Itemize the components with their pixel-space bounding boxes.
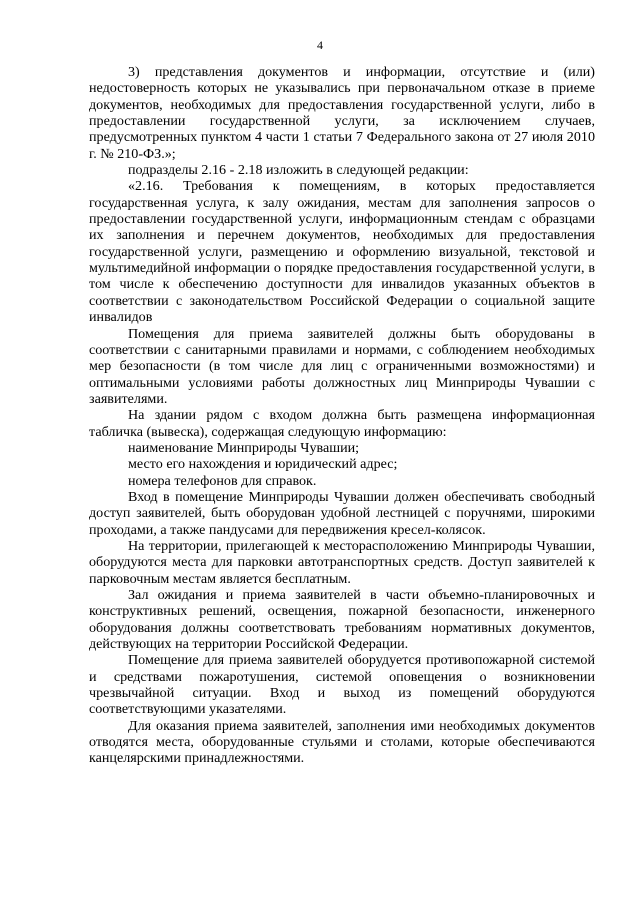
page-number: 4 bbox=[317, 38, 323, 52]
paragraph-reception-places: Для оказания приема заявителей, заполнения ими необходимых документов отводятся места, оборудованные стульями и столами, которые обеспечиваются канцелярскими принадлежностями. bbox=[89, 717, 595, 767]
paragraph-parking: На территории, прилегающей к месторасположению Минприроды Чувашии, оборудуются места для парковки автотранспортных средств. Доступ заявителей к парковочным местам является бесплатным. bbox=[89, 537, 595, 587]
paragraph-item-3: 3) представления документов и информации, отсутствие и (или) недостоверность которых не указывались при первоначальном отказе в приеме документов, необходимых для предоставления государственной услуги, либо в предоставлении государственной услуги, за исключением случаев, предусмотренных пунктом 4 части 1 статьи 7 Федерального закона от 27 июля 2010 г. № 210-ФЗ.»; bbox=[89, 64, 595, 162]
document-body bbox=[89, 64, 595, 767]
paragraph-signboard: На здании рядом с входом должна быть размещена информационная табличка (вывеска), содержащая следующую информацию: bbox=[89, 407, 595, 440]
paragraph-entrance: Вход в помещение Минприроды Чувашии должен обеспечивать свободный доступ заявителей, быть оборудован удобной лестницей с поручнями, широкими проходами, а также пандусами для передвижения кресел-колясок. bbox=[89, 488, 595, 538]
list-item-phones: номера телефонов для справок. bbox=[128, 472, 317, 489]
paragraph-premises-equipment: Помещения для приема заявителей должны быть оборудованы в соответствии с санитарными правилами и нормами, с соблюдением необходимых мер безопасности (в том числе для лиц с ограниченными возможностями) и оптимальными условиями работы должностных лиц Минприроды Чувашии с заявителями. bbox=[89, 325, 595, 407]
paragraph-waiting-hall: Зал ожидания и приема заявителей в части объемно-планировочных и конструктивных решений, освещения, пожарной безопасности, инженерного оборудования должны соответствовать требованиям нормативных документов, действующих на территории Российской Федерации. bbox=[89, 587, 595, 653]
paragraph-fire-safety: Помещение для приема заявителей оборудуется противопожарной системой и средствами пожаротушения, системой оповещения о возникновении чрезвычайной ситуации. Вход и выход из помещений оборудуются соответствующими указателями. bbox=[89, 652, 595, 718]
list-item-address: место его нахождения и юридический адрес; bbox=[128, 456, 398, 473]
paragraph-amendment-intro: подразделы 2.16 - 2.18 изложить в следующей редакции: bbox=[128, 162, 469, 179]
paragraph-section-2-16-heading: «2.16. Требования к помещениям, в которых предоставляется государственная услуга, к залу ожидания, местам для заполнения запросов о предоставлении государственной услуги, информационным стендам с образцами их заполнения и перечнем документов, необходимых для предоставления государственной услуги, размещению и оформлению визуальной, текстовой и мультимедийной информации о порядке предоставления государственной услуги, в том числе к обеспечению доступности для инвалидов указанных объектов в соответствии с законодательством Российской Федерации о социальной защите инвалидов bbox=[89, 178, 595, 326]
list-item-name: наименование Минприроды Чувашии; bbox=[128, 439, 360, 456]
